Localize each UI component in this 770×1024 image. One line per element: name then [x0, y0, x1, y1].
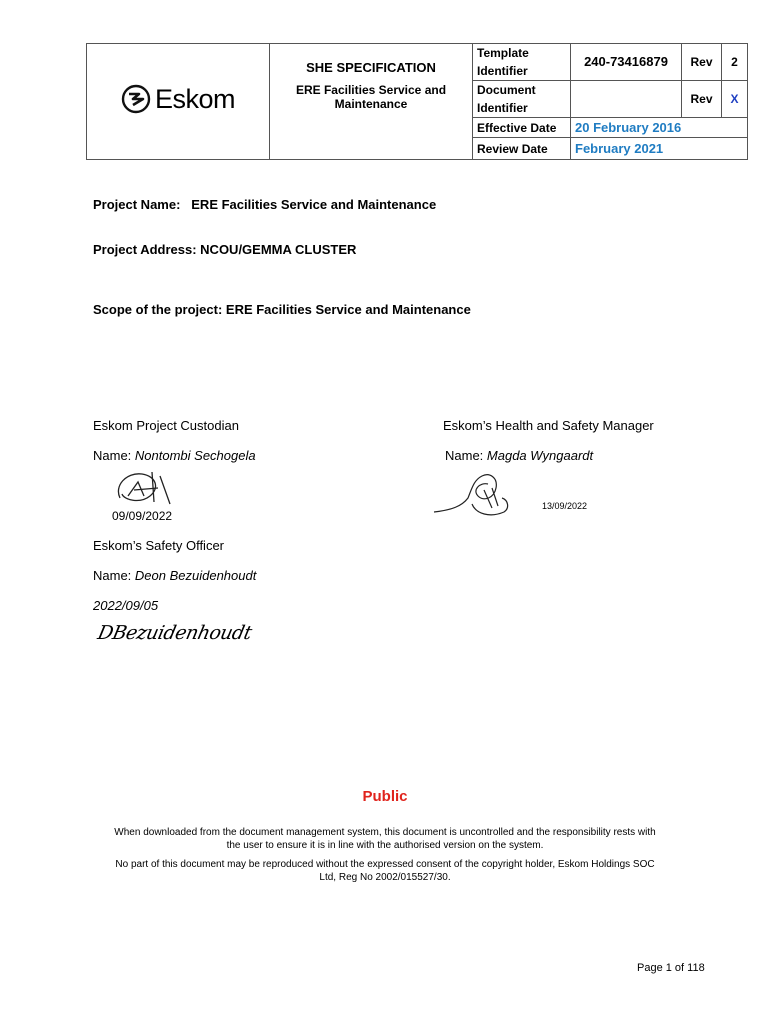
document-header-table [86, 43, 748, 160]
review-label: Review Date [477, 141, 548, 156]
hs-manager-date: 13/09/2022 [542, 501, 588, 511]
safety-officer-name-value: Deon Bezuidenhoudt [134, 568, 257, 583]
effective-value: 20 February 2016 [575, 119, 682, 135]
review-value-cell [571, 138, 748, 160]
spec-cell [270, 44, 473, 160]
project-address: Project Address: NCOU/GEMMA CLUSTER [93, 242, 357, 257]
doc-rev-label: Rev [690, 92, 713, 106]
effective-label: Effective Date [477, 120, 557, 135]
logo-text: Eskom [154, 83, 236, 114]
hs-manager-name-value: Magda Wyngaardt [486, 448, 594, 463]
custodian-date: 09/09/2022 [112, 509, 173, 523]
custodian-name-line [93, 448, 256, 463]
safety-officer-name-line [93, 568, 256, 583]
hs-manager-name-line [445, 448, 593, 463]
rev-value-cell [722, 44, 748, 81]
doc-rev-value: X [730, 92, 739, 106]
safety-officer-title: Eskom’s Safety Officer [93, 538, 225, 553]
template-label: Template Identifier [477, 46, 529, 78]
template-value: 240-73416879 [584, 54, 668, 69]
doc-rev-value-cell [722, 81, 748, 118]
document-label: Document Identifier [477, 83, 536, 115]
safety-officer-name-label: Name: [93, 568, 135, 583]
custodian-title: Eskom Project Custodian [93, 418, 239, 433]
template-value-cell [571, 44, 682, 81]
review-value: February 2021 [575, 140, 664, 156]
review-label-cell [473, 138, 571, 160]
rev-label-cell [682, 44, 722, 81]
doc-rev-label-cell [682, 81, 722, 118]
custodian-signature [114, 466, 180, 510]
rev-label: Rev [690, 55, 713, 69]
safety-officer-date: 2022/09/05 [93, 598, 159, 613]
hs-manager-signature [432, 468, 532, 522]
footer-line-1: When downloaded from the document management system, this document is uncontrolled and the responsibility rests with [114, 827, 656, 838]
eskom-emblem-icon [121, 84, 151, 114]
rev-value: 2 [731, 55, 738, 69]
document-label-cell [473, 81, 571, 118]
safety-officer-signature: DBezuidenhoudt [95, 622, 254, 644]
hs-manager-title: Eskom’s Health and Safety Manager [443, 418, 654, 433]
hs-manager-name-label: Name: [445, 448, 487, 463]
effective-label-cell [473, 118, 571, 138]
custodian-name-label: Name: [93, 448, 135, 463]
footer-disclaimer-1 [0, 826, 770, 852]
footer-disclaimer-2 [0, 858, 770, 884]
spec-title: SHE SPECIFICATION [306, 60, 436, 75]
footer-line-4: Ltd, Reg No 2002/015527/30. [319, 872, 451, 883]
classification-label: Public [362, 788, 408, 805]
project-name: Project Name: ERE Facilities Service and Maintenance [93, 197, 437, 212]
footer-line-2: the user to ensure it is in line with the authorised version on the system. [226, 840, 544, 851]
custodian-name-value: Nontombi Sechogela [134, 448, 256, 463]
effective-value-cell [571, 118, 748, 138]
spec-subtitle: ERE Facilities Service and Maintenance [295, 83, 447, 111]
eskom-logo [121, 84, 235, 115]
logo-cell [87, 44, 270, 160]
project-scope: Scope of the project: ERE Facilities Service and Maintenance [93, 302, 471, 317]
document-value-cell [571, 81, 682, 118]
footer-line-3: No part of this document may be reproduced without the expressed consent of the copyright holder, Eskom Holdings SOC [115, 859, 655, 870]
page-number: Page 1 of 118 [637, 962, 705, 974]
template-label-cell [473, 44, 571, 81]
